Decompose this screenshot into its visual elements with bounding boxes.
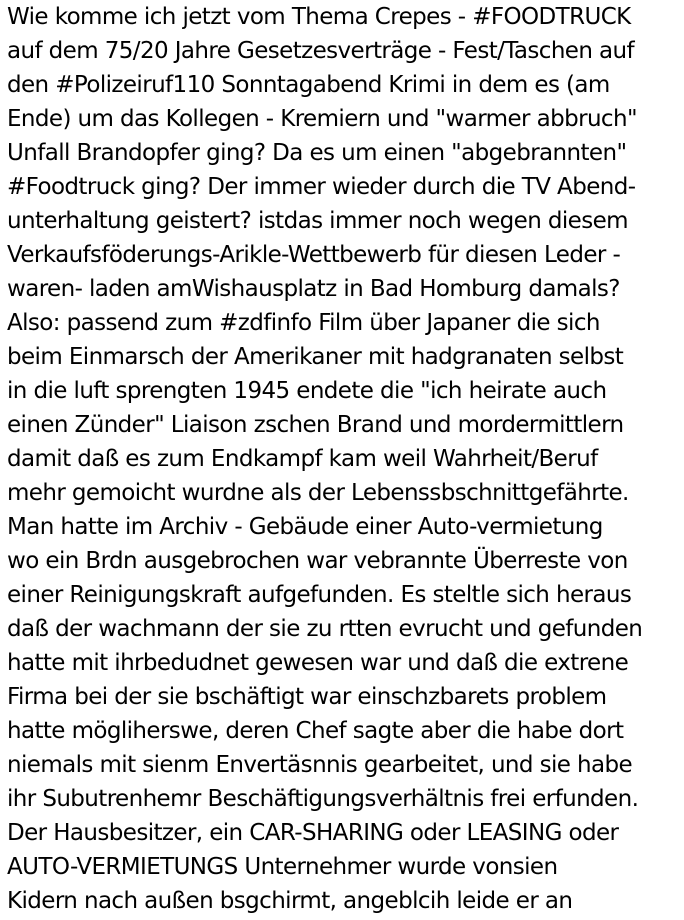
text-line: Also: passend zum #zdfinfo Film über Japaner die sich (7, 310, 600, 336)
text-line: Man hatte im Archiv - Gebäude einer Auto-vermietung (7, 514, 603, 540)
text-line: wo ein Brdn ausgebrochen war vebrannte Überreste von (7, 548, 628, 574)
text-line: daß der wachmann der sie zu rtten evrucht und gefunden (7, 616, 643, 642)
text-line: Unfall Brandopfer ging? Da es um einen "abgebrannten" (7, 140, 627, 166)
text-line: einen Zünder" Liaison zschen Brand und mordermittlern (7, 412, 624, 438)
text-line: Verkaufsföderungs-Arikle-Wettbewerb für diesen Leder - (7, 242, 621, 268)
text-line: AUTO-VERMIETUNGS Unternehmer wurde vonsien (7, 854, 558, 880)
text-line: Ende) um das Kollegen - Kremiern und "warmer abbruch" (7, 106, 637, 132)
document-body (7, 0, 684, 918)
text-line: Kidern nach außen bsgchirmt, angeblcih leide er an (7, 888, 573, 914)
text-line: waren- laden amWishausplatz in Bad Homburg damals? (7, 276, 620, 302)
text-line: Firma bei der sie bschäftigt war einschzbarets problem (7, 684, 607, 710)
text-line: einer Reinigungskraft aufgefunden. Es steltle sich heraus (7, 582, 632, 608)
text-line: damit daß es zum Endkampf kam weil Wahrheit/Beruf (7, 446, 598, 472)
text-line: niemals mit sienm Envertäsnnis gearbeitet, und sie habe (7, 752, 633, 778)
text-line: #Foodtruck ging? Der immer wieder durch die TV Abend- (7, 174, 636, 200)
text-line: hatte mögliherswe, deren Chef sagte aber die habe dort (7, 718, 624, 744)
text-line: mehr gemoicht wurdne als der Lebenssbschnittgefährte. (7, 480, 629, 506)
text-line: unterhaltung geistert? istdas immer noch wegen diesem (7, 208, 628, 234)
text-line: in die luft sprengten 1945 endete die "ich heirate auch (7, 378, 607, 404)
text-line: auf dem 75/20 Jahre Gesetzesverträge - Fest/Taschen auf (7, 38, 635, 64)
text-line: hatte mit ihrbedudnet gewesen war und daß die extrene (7, 650, 629, 676)
text-line: ihr Subutrenhemr Beschäftigungsverhältnis frei erfunden. (7, 786, 639, 812)
text-line: beim Einmarsch der Amerikaner mit hadgranaten selbst (7, 344, 624, 370)
text-line: Wie komme ich jetzt vom Thema Crepes - #FOODTRUCK (7, 4, 631, 30)
text-line: den #Polizeiruf110 Sonntagabend Krimi in dem es (am (7, 72, 610, 98)
text-line: Der Hausbesitzer, ein CAR-SHARING oder LEASING oder (7, 820, 619, 846)
